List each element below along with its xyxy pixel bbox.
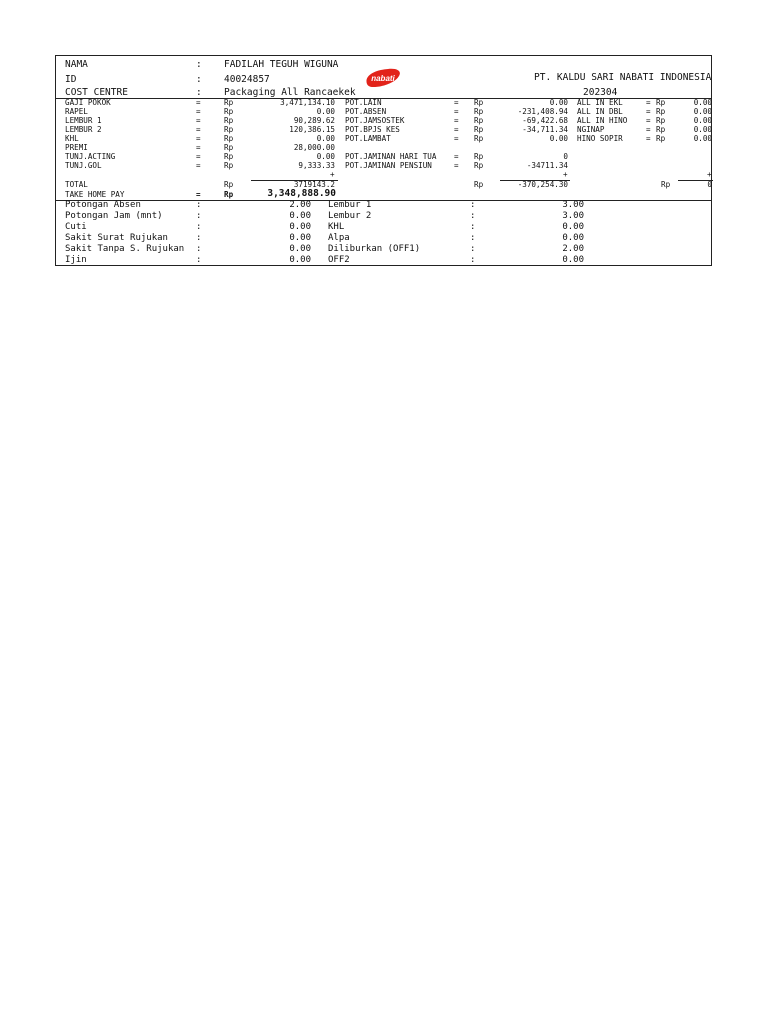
income-label: TUNJ.ACTING [65, 152, 116, 161]
deduction-total: -370,254.30 [517, 180, 568, 189]
deduction-eq: = [454, 152, 459, 161]
deduction-eq: = [454, 161, 459, 170]
deduction-rp: Rp [474, 125, 484, 134]
attendance-divider [56, 200, 711, 201]
income-eq: = [196, 98, 201, 107]
allin-rp: Rp [656, 98, 666, 107]
income-value: 0.00 [316, 134, 335, 143]
overtime-colon: : [470, 244, 476, 254]
attendance-colon: : [196, 200, 202, 210]
overtime-value: 0.00 [562, 222, 584, 232]
income-eq: = [196, 152, 201, 161]
deduction-rp: Rp [474, 134, 484, 143]
attendance-label: Potongan Jam (mnt) [65, 211, 163, 221]
allin-value: 0.00 [693, 125, 712, 134]
deduction-label: POT.JAMINAN PENSIUN [345, 161, 432, 170]
income-rp: Rp [224, 116, 234, 125]
income-rp: Rp [224, 143, 234, 152]
attendance-label: Ijin [65, 255, 87, 265]
attendance-colon: : [196, 211, 202, 221]
allin-eq: = [646, 134, 651, 143]
allin-eq: = [646, 116, 651, 125]
deduction-total-rp: Rp [474, 180, 484, 189]
overtime-colon: : [470, 255, 476, 265]
allin-value: 0.00 [693, 107, 712, 116]
allin-eq: = [646, 125, 651, 134]
allin-value: 0.00 [693, 116, 712, 125]
allin-eq: = [646, 98, 651, 107]
income-label: LEMBUR 1 [65, 116, 102, 125]
company-name: PT. KALDU SARI NABATI INDONESIA [534, 72, 712, 83]
allin-eq: = [646, 107, 651, 116]
allin-total-rp: Rp [661, 180, 671, 189]
deduction-label: POT.LAMBAT [345, 134, 391, 143]
income-value: 3,471,134.10 [280, 98, 335, 107]
allin-label: ALL IN HINO [577, 116, 628, 125]
deduction-plus-sign: + [563, 170, 568, 179]
deduction-label: POT.JAMINAN HARI TUA [345, 152, 437, 161]
take-home-pay-label: TAKE HOME PAY [65, 190, 125, 199]
income-label: TUNJ.GOL [65, 161, 102, 170]
deduction-eq: = [454, 134, 459, 143]
overtime-colon: : [470, 233, 476, 243]
allin-value: 0.00 [693, 134, 712, 143]
deduction-rp: Rp [474, 152, 484, 161]
cost-centre-colon: : [196, 87, 202, 98]
attendance-colon: : [196, 233, 202, 243]
overtime-label: Lembur 1 [328, 200, 372, 210]
attendance-colon: : [196, 222, 202, 232]
attendance-colon: : [196, 244, 202, 254]
income-eq: = [196, 161, 201, 170]
allin-label: ALL IN DBL [577, 107, 623, 116]
income-total: 3719143.2 [293, 180, 335, 189]
deduction-value: -34,711.34 [522, 125, 568, 134]
allin-rp: Rp [656, 134, 666, 143]
income-eq: = [196, 134, 201, 143]
deduction-value: -34711.34 [526, 161, 568, 170]
overtime-colon: : [470, 222, 476, 232]
deduction-rp: Rp [474, 161, 484, 170]
deduction-value: 0.00 [549, 134, 568, 143]
attendance-value: 0.00 [289, 255, 311, 265]
income-eq: = [196, 143, 201, 152]
income-rp: Rp [224, 107, 234, 116]
deduction-label: POT.LAIN [345, 98, 382, 107]
pay-period: 202304 [583, 87, 618, 98]
overtime-value: 0.00 [562, 255, 584, 265]
nabati-logo [364, 67, 402, 89]
deduction-label: POT.BPJS KES [345, 125, 400, 134]
deduction-value: 0 [563, 152, 568, 161]
deduction-label: POT.JAMSOSTEK [345, 116, 405, 125]
income-value: 28,000.00 [293, 143, 335, 152]
allin-label: NGINAP [577, 125, 605, 134]
income-eq: = [196, 107, 201, 116]
income-value: 0.00 [316, 107, 335, 116]
income-total-rp: Rp [224, 180, 234, 189]
income-rp: Rp [224, 161, 234, 170]
attendance-value: 0.00 [289, 222, 311, 232]
income-rp: Rp [224, 125, 234, 134]
attendance-label: Sakit Surat Rujukan [65, 233, 168, 243]
attendance-label: Sakit Tanpa S. Rujukan [65, 244, 185, 254]
attendance-value: 0.00 [289, 211, 311, 221]
overtime-colon: : [470, 200, 476, 210]
deduction-value: -69,422.68 [522, 116, 568, 125]
overtime-label: OFF2 [328, 255, 350, 265]
deduction-eq: = [454, 125, 459, 134]
overtime-value: 0.00 [562, 233, 584, 243]
cost-centre-label: COST CENTRE [65, 87, 128, 98]
allin-value: 0.00 [693, 98, 712, 107]
overtime-label: Lembur 2 [328, 211, 372, 221]
income-value: 9,333.33 [298, 161, 335, 170]
income-value: 0.00 [316, 152, 335, 161]
deduction-label: POT.ABSEN [345, 107, 387, 116]
employee-name: FADILAH TEGUH WIGUNA [224, 59, 339, 70]
attendance-label: Cuti [65, 222, 87, 232]
overtime-colon: : [470, 211, 476, 221]
deduction-value: 0.00 [549, 98, 568, 107]
take-home-pay-rp: Rp [224, 190, 234, 199]
income-label: RAPEL [65, 107, 88, 116]
allin-total: 0 [707, 180, 712, 189]
income-label: KHL [65, 134, 79, 143]
deduction-rp: Rp [474, 116, 484, 125]
allin-label: HINO SOPIR [577, 134, 623, 143]
income-label: LEMBUR 2 [65, 125, 102, 134]
deduction-rp: Rp [474, 98, 484, 107]
income-plus-sign: + [330, 170, 335, 179]
allin-rp: Rp [656, 107, 666, 116]
take-home-pay-eq: = [196, 190, 201, 199]
deduction-eq: = [454, 116, 459, 125]
deduction-value: -231,408.94 [517, 107, 568, 116]
id-label: ID [65, 74, 77, 85]
svg-text:nabati: nabati [371, 74, 395, 83]
allin-rp: Rp [656, 116, 666, 125]
deduction-rp: Rp [474, 107, 484, 116]
attendance-label: Potongan Absen [65, 200, 141, 210]
overtime-label: Alpa [328, 233, 350, 243]
overtime-value: 2.00 [562, 244, 584, 254]
attendance-value: 0.00 [289, 244, 311, 254]
total-label: TOTAL [65, 180, 88, 189]
cost-centre: Packaging All Rancaekek [224, 87, 356, 98]
income-rp: Rp [224, 152, 234, 161]
income-rp: Rp [224, 98, 234, 107]
take-home-pay-value: 3,348,888.90 [267, 188, 336, 199]
overtime-label: Diliburkan (OFF1) [328, 244, 421, 254]
payslip [55, 55, 712, 266]
overtime-label: KHL [328, 222, 345, 232]
nama-label: NAMA [65, 59, 88, 70]
income-label: PREMI [65, 143, 88, 152]
overtime-value: 3.00 [562, 211, 584, 221]
id-colon: : [196, 74, 202, 85]
income-label: GAJI POKOK [65, 98, 111, 107]
deduction-eq: = [454, 98, 459, 107]
attendance-value: 0.00 [289, 233, 311, 243]
income-rp: Rp [224, 134, 234, 143]
employee-id: 40024857 [224, 74, 270, 85]
attendance-value: 2.00 [289, 200, 311, 210]
income-value: 120,386.15 [289, 125, 335, 134]
allin-rp: Rp [656, 125, 666, 134]
allin-label: ALL IN EKL [577, 98, 623, 107]
attendance-colon: : [196, 255, 202, 265]
overtime-value: 3.00 [562, 200, 584, 210]
allin-plus-sign: + [707, 170, 712, 179]
income-eq: = [196, 116, 201, 125]
income-value: 90,289.62 [293, 116, 335, 125]
deduction-eq: = [454, 107, 459, 116]
nama-colon: : [196, 59, 202, 70]
income-eq: = [196, 125, 201, 134]
